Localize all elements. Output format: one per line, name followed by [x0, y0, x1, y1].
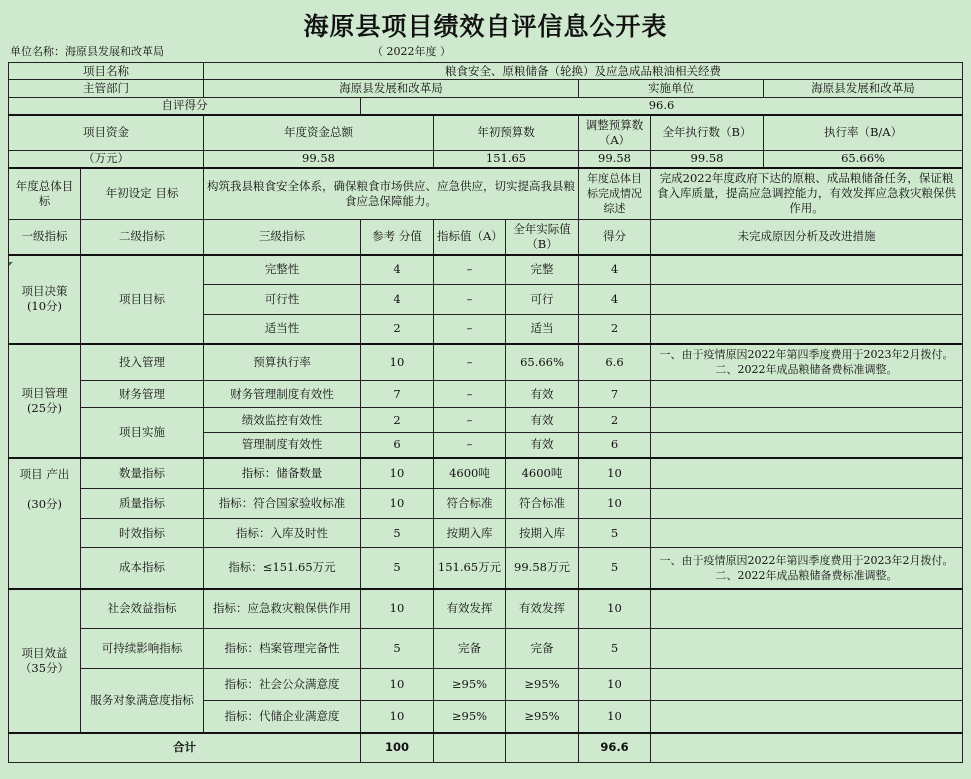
- target-value: 按期入库: [434, 519, 506, 548]
- ref-score: 2: [361, 315, 434, 344]
- score-value: 6: [579, 433, 651, 458]
- funds-total-value: 99.58: [204, 151, 434, 168]
- ref-score: 4: [361, 255, 434, 285]
- total-score: 96.6: [579, 733, 651, 763]
- analysis-cell: [651, 255, 963, 285]
- indicator: 预算执行率: [204, 344, 361, 381]
- indicator: 完整性: [204, 255, 361, 285]
- analysis-note: [651, 344, 963, 381]
- sub-quality: 质量指标: [81, 489, 204, 519]
- score-value: 2: [579, 315, 651, 344]
- header-score: 得分: [579, 220, 651, 255]
- header-level1: 一级指标: [9, 220, 81, 255]
- actual-value: 完整: [506, 255, 579, 285]
- competent-dept-label: 主管部门: [9, 80, 204, 98]
- analysis-cell: [651, 433, 963, 458]
- indicator: 指标：社会公众满意度: [204, 669, 361, 701]
- analysis-cell: [651, 519, 963, 548]
- funds-initial-header: 年初预算数: [434, 115, 579, 151]
- indicator: 指标：入库及时性: [204, 519, 361, 548]
- target-value: –: [434, 315, 506, 344]
- target-value: –: [434, 381, 506, 408]
- cat-decision: [9, 255, 81, 344]
- cat-decision-name: 项目决策: [21, 284, 68, 298]
- analysis-note-line2: 二、2022年成品粮储备费标准调整。: [715, 363, 898, 377]
- performance-table: [8, 62, 963, 763]
- analysis-note: [651, 548, 963, 589]
- ref-score: 5: [361, 629, 434, 669]
- page-title: 海原县项目绩效自评信息公开表: [303, 12, 668, 41]
- funds-adjust-header: 调整预算数（A）: [579, 115, 651, 151]
- score-value: 5: [579, 519, 651, 548]
- cat-management-name: 项目管理: [21, 385, 68, 400]
- actual-value: ≥95%: [506, 669, 579, 701]
- funds-initial-value: 151.65: [434, 151, 579, 168]
- target-value: –: [434, 408, 506, 433]
- target-value: 151.65万元: [434, 548, 506, 589]
- analysis-note-line2: 二、2022年成品粮储备费标准调整。: [715, 568, 898, 582]
- score-value: 4: [579, 285, 651, 315]
- ref-score: 10: [361, 701, 434, 733]
- analysis-cell: [651, 669, 963, 701]
- initial-goal-text: 构筑我县粮食安全体系，确保粮食市场供应、应急供应，切实提高我县粮食应急保障能力。: [204, 168, 579, 220]
- analysis-cell: [651, 285, 963, 315]
- ref-score: 4: [361, 285, 434, 315]
- ref-score: 7: [361, 381, 434, 408]
- indicator: 适当性: [204, 315, 361, 344]
- ref-score: 6: [361, 433, 434, 458]
- actual-value: 可行: [506, 285, 579, 315]
- cat-output-points: (30分): [26, 496, 63, 511]
- indicator: 指标：储备数量: [204, 458, 361, 489]
- sub-input-management: 投入管理: [81, 344, 204, 381]
- analysis-cell: [651, 701, 963, 733]
- cat-output: [9, 458, 81, 589]
- header-analysis: 未完成原因分析及改进措施: [651, 220, 963, 255]
- sub-project-goal: 项目目标: [81, 255, 204, 344]
- indicator: 可行性: [204, 285, 361, 315]
- ref-score: 10: [361, 589, 434, 629]
- score-value: 7: [579, 381, 651, 408]
- annual-goal-label: 年度总体目标: [9, 168, 81, 220]
- cat-benefit: [9, 589, 81, 733]
- analysis-cell: [651, 589, 963, 629]
- target-value: ≥95%: [434, 669, 506, 701]
- target-value: 4600吨: [434, 458, 506, 489]
- competent-dept-value: 海原县发展和改革局: [204, 80, 579, 98]
- sub-social-benefit: 社会效益指标: [81, 589, 204, 629]
- goal-completion-text: 完成2022年度政府下达的原粮、成品粮储备任务，保证粮食入库质量，提高应急调控能力，有效发挥应急救灾粮保供作用。: [651, 168, 963, 220]
- funds-exec-value: 99.58: [651, 151, 764, 168]
- ref-score: 10: [361, 669, 434, 701]
- project-name-value: 粮食安全、原粮储备（轮换）及应急成品粮油相关经费: [204, 63, 963, 80]
- score-value: 4: [579, 255, 651, 285]
- report-year: （ 2022年度 ）: [372, 45, 451, 58]
- cat-benefit-points: （35分）: [19, 660, 70, 675]
- header-level3: 三级指标: [204, 220, 361, 255]
- actual-value: 有效: [506, 433, 579, 458]
- target-value: –: [434, 285, 506, 315]
- indicator: 指标：符合国家验收标准: [204, 489, 361, 519]
- self-score-value: 96.6: [361, 98, 963, 115]
- indicator: 指标：应急救灾粮保供作用: [204, 589, 361, 629]
- actual-value: 按期入库: [506, 519, 579, 548]
- analysis-cell: [651, 381, 963, 408]
- target-value: 符合标准: [434, 489, 506, 519]
- cat-decision-points: (10分): [26, 299, 63, 313]
- target-value: –: [434, 255, 506, 285]
- analysis-note-line1: 一、由于疫情原因2022年第四季度费用于2023年2月拨付。: [659, 348, 954, 362]
- actual-value: 适当: [506, 315, 579, 344]
- header-actual: 全年实际值（B）: [506, 220, 579, 255]
- analysis-cell: [651, 458, 963, 489]
- ref-score: 5: [361, 548, 434, 589]
- score-value: 2: [579, 408, 651, 433]
- funds-unit: （万元）: [9, 151, 204, 168]
- actual-value: 完备: [506, 629, 579, 669]
- indicator: 财务管理制度有效性: [204, 381, 361, 408]
- actual-value: 符合标准: [506, 489, 579, 519]
- funds-total-header: 年度资金总额: [204, 115, 434, 151]
- target-value: ≥95%: [434, 701, 506, 733]
- total-target: [434, 733, 506, 763]
- unit-name: 单位名称：海原县发展和改革局: [10, 45, 164, 58]
- header-target: 指标值（A）: [434, 220, 506, 255]
- total-ref-score: 100: [361, 733, 434, 763]
- impl-unit-label: 实施单位: [579, 80, 764, 98]
- total-analysis: [651, 733, 963, 763]
- analysis-cell: [651, 629, 963, 669]
- analysis-cell: [651, 489, 963, 519]
- indicator: 绩效监控有效性: [204, 408, 361, 433]
- ref-score: 5: [361, 519, 434, 548]
- sub-project-implementation: 项目实施: [81, 408, 204, 458]
- score-value: 5: [579, 629, 651, 669]
- funds-label: 项目资金: [9, 115, 204, 151]
- score-value: 10: [579, 589, 651, 629]
- header-ref-score: 参考 分值: [361, 220, 434, 255]
- actual-value: ≥95%: [506, 701, 579, 733]
- ref-score: 10: [361, 458, 434, 489]
- sub-timeliness: 时效指标: [81, 519, 204, 548]
- self-score-label: 自评得分: [9, 98, 361, 115]
- score-value: 6.6: [579, 344, 651, 381]
- score-value: 10: [579, 458, 651, 489]
- target-value: 有效发挥: [434, 589, 506, 629]
- funds-rate-header: 执行率（B/A）: [764, 115, 963, 151]
- funds-exec-header: 全年执行数（B）: [651, 115, 764, 151]
- impl-unit-value: 海原县发展和改革局: [764, 80, 963, 98]
- sub-quantity: 数量指标: [81, 458, 204, 489]
- actual-value: 99.58万元: [506, 548, 579, 589]
- cat-management-points: (25分): [26, 400, 63, 415]
- score-value: 10: [579, 669, 651, 701]
- analysis-cell: [651, 315, 963, 344]
- sub-satisfaction: 服务对象满意度指标: [81, 669, 204, 733]
- funds-rate-value: 65.66%: [764, 151, 963, 168]
- score-value: 5: [579, 548, 651, 589]
- funds-adjust-value: 99.58: [579, 151, 651, 168]
- goal-completion-label: 年度总体目标完成情况综述: [579, 168, 651, 220]
- actual-value: 4600吨: [506, 458, 579, 489]
- analysis-cell: [651, 408, 963, 433]
- actual-value: 有效: [506, 381, 579, 408]
- cat-output-name: 项目 产出: [19, 466, 70, 481]
- actual-value: 有效: [506, 408, 579, 433]
- initial-goal-label: 年初设定 目标: [81, 168, 204, 220]
- analysis-note-line1: 一、由于疫情原因2022年第四季度费用于2023年2月拨付。: [659, 553, 954, 567]
- cat-management: [9, 344, 81, 458]
- ref-score: 2: [361, 408, 434, 433]
- indicator: 指标：代储企业满意度: [204, 701, 361, 733]
- score-value: 10: [579, 489, 651, 519]
- target-value: –: [434, 433, 506, 458]
- indicator: 指标：≤151.65万元: [204, 548, 361, 589]
- sub-finance-management: 财务管理: [81, 381, 204, 408]
- ref-score: 10: [361, 489, 434, 519]
- score-value: 10: [579, 701, 651, 733]
- total-actual: [506, 733, 579, 763]
- indicator: 管理制度有效性: [204, 433, 361, 458]
- project-name-label: 项目名称: [9, 63, 204, 80]
- ref-score: 10: [361, 344, 434, 381]
- actual-value: 65.66%: [506, 344, 579, 381]
- target-value: 完备: [434, 629, 506, 669]
- sub-cost: 成本指标: [81, 548, 204, 589]
- cat-benefit-name: 项目效益: [21, 645, 68, 660]
- indicator: 指标：档案管理完备性: [204, 629, 361, 669]
- target-value: –: [434, 344, 506, 381]
- sub-sustainable: 可持续影响指标: [81, 629, 204, 669]
- total-label: 合计: [9, 733, 361, 763]
- header-level2: 二级指标: [81, 220, 204, 255]
- actual-value: 有效发挥: [506, 589, 579, 629]
